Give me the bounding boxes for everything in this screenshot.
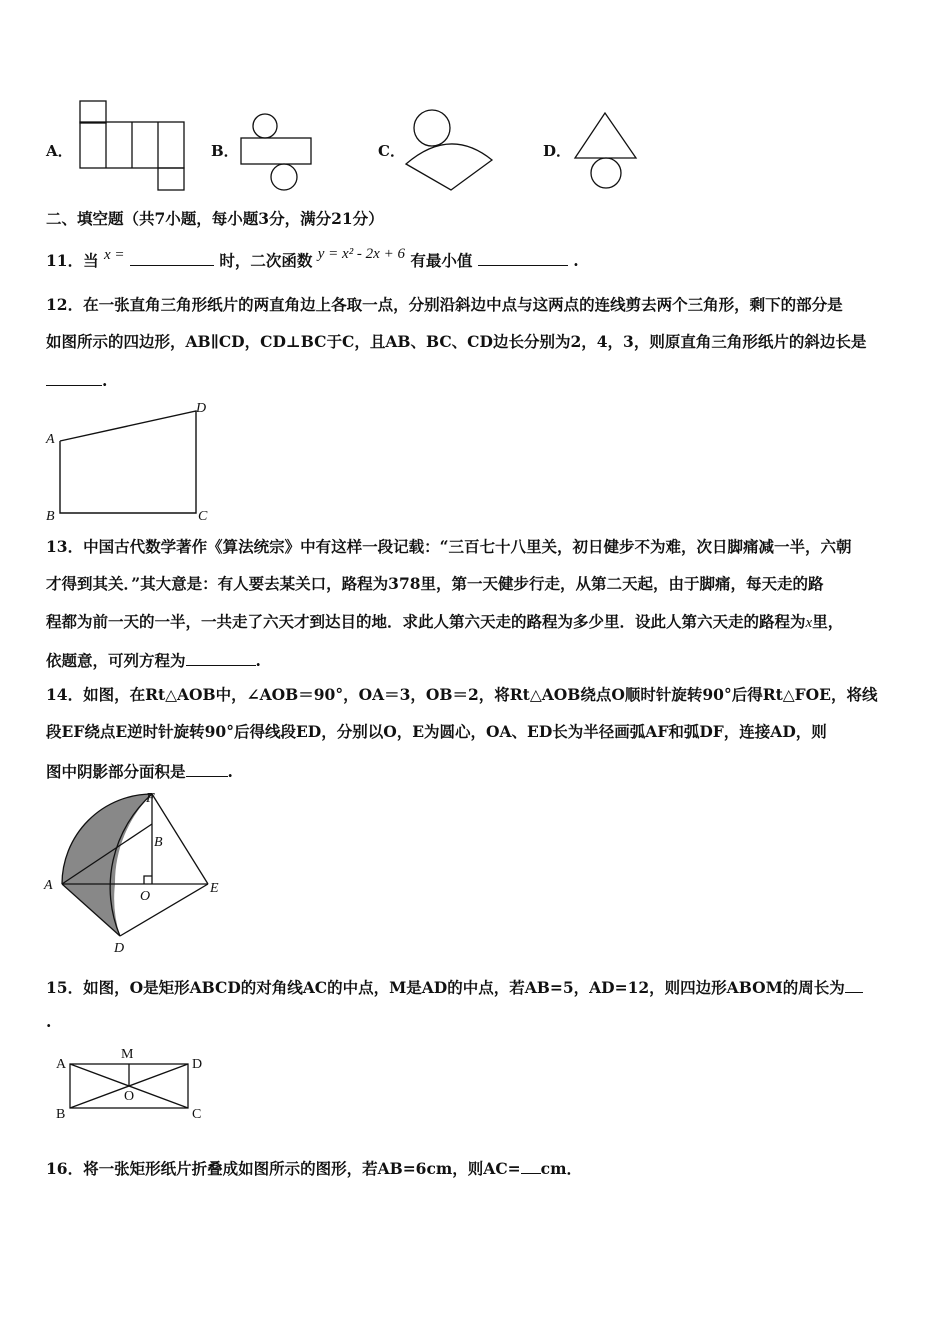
label-f: F [146, 791, 155, 806]
label-o: O [140, 889, 151, 904]
q13-line1: 13．中国古代数学著作《算法统宗》中有这样一段记载：“三百七十八里关，初日健步不为难，次日脚痛减一半，六朝 [46, 537, 852, 556]
lateral-rect [241, 138, 311, 164]
q14-end: . [227, 762, 233, 781]
net-square [158, 168, 184, 190]
label-a: A [46, 432, 55, 447]
right-angle-mark [144, 876, 152, 884]
label-b: B [46, 509, 55, 524]
q14-line3-text: 图中阴影部分面积是 [46, 762, 186, 781]
label-a: A [56, 1057, 67, 1072]
q16-text-main: 16．将一张矩形纸片折叠成如图所示的图形，若AB=6cm，则AC= [46, 1159, 521, 1178]
q12-line2: 如图所示的四边形，AB∥CD，CD⊥BC于C，且AB、BC、CD边长分别为2，4，3，则原直角三角形纸片的斜边长是 [46, 332, 867, 351]
label-o: O [124, 1089, 135, 1104]
q13-end: . [255, 651, 261, 670]
q12-end: . [102, 371, 108, 390]
q13-variable: x [805, 615, 813, 631]
label-c: C [192, 1107, 202, 1122]
q14-figure [40, 786, 230, 956]
q13-line3-b: 里， [812, 612, 844, 631]
triangle-circle-figure [570, 110, 642, 190]
option-a-label: A． [46, 142, 73, 160]
option-d-label: D． [543, 142, 572, 160]
q16-text [46, 1157, 582, 1179]
label-b: B [154, 835, 163, 850]
label-m: M [121, 1047, 134, 1062]
q13-blank [186, 649, 256, 666]
q11-function: y = x² - 2x + 6 [317, 246, 405, 262]
q11-end: . [573, 251, 579, 270]
q14-line3 [46, 760, 233, 782]
label-c: C [198, 509, 208, 524]
q13-line4-text: 依题意，可列方程为 [46, 651, 186, 670]
q13-line4 [46, 649, 261, 671]
q13-line2: 才得到其关．”其大意是：有人要去某关口，路程为378里，第一天健步行走，从第二天起，由于脚痛，每天走的路 [46, 574, 824, 593]
q11-blank-2 [478, 249, 568, 266]
label-e: E [210, 881, 219, 896]
q15-figure [50, 1042, 210, 1124]
option-b-label: B． [211, 142, 239, 160]
label-d: D [192, 1057, 203, 1072]
cylinder-net-figure [238, 112, 314, 194]
triangle [575, 113, 636, 158]
q15-line1-text: 15．如图，O是矩形ABCD的对角线AC的中点，M是AD的中点，若AB=5，AD=12，则四边形ABOM的周长为 [46, 978, 845, 997]
q11-blank-1 [130, 249, 214, 266]
q11-before: 11．当 [46, 251, 99, 270]
q11-x-expr: x = [103, 247, 125, 263]
q14-line1: 14．如图，在Rt△AOB中，∠AOB＝90°，OA＝3，OB＝2，将Rt△AOB绕点O顺时针旋转90°后得Rt△FOE，将线 [46, 685, 878, 704]
option-c-label: C． [378, 142, 405, 160]
bottom-circle [271, 164, 297, 190]
q15-line1 [46, 976, 863, 998]
q13-line3-a: 程都为前一天的一半，一共走了六天才到达目的地．求此人第六天走的路程为多少里．设此人第六天走的路程为 [46, 612, 806, 631]
q12-line3 [46, 369, 107, 391]
circle [591, 158, 621, 188]
q11-text [46, 246, 579, 272]
label-b: B [56, 1107, 66, 1122]
q12-line1: 12．在一张直角三角形纸片的两直角边上各取一点，分别沿斜边中点与这两点的连线剪去两个三角形，剩下的部分是 [46, 295, 843, 314]
label-a: A [44, 878, 53, 893]
sector [406, 144, 492, 190]
q15-line2: . [46, 1012, 52, 1031]
q12-blank [46, 369, 102, 386]
q11-after: 有最小值 [410, 251, 473, 270]
label-d: D [196, 401, 207, 416]
segment-de [120, 884, 208, 936]
q12-figure [40, 396, 220, 528]
cone-net-figure [402, 108, 496, 194]
label-d: D [114, 941, 125, 956]
q11-mid: 时，二次函数 [219, 251, 313, 270]
q14-line2: 段EF绕点E逆时针旋转90°后得线段ED，分别以O，E为圆心，OA、ED长为半径画弧AF和弧DF，连接AD，则 [46, 722, 827, 741]
section-heading: 二、填空题（共7小题，每小题3分，满分21分） [46, 209, 384, 228]
q14-blank [186, 760, 228, 777]
quadrilateral [60, 411, 196, 513]
q15-blank [845, 976, 863, 993]
q16-unit: cm． [540, 1159, 583, 1178]
top-circle [253, 114, 277, 138]
cube-net-figure [75, 98, 187, 192]
net-square [80, 101, 106, 123]
q16-blank [521, 1157, 541, 1174]
q13-line3 [46, 612, 843, 633]
base-circle [414, 110, 450, 146]
